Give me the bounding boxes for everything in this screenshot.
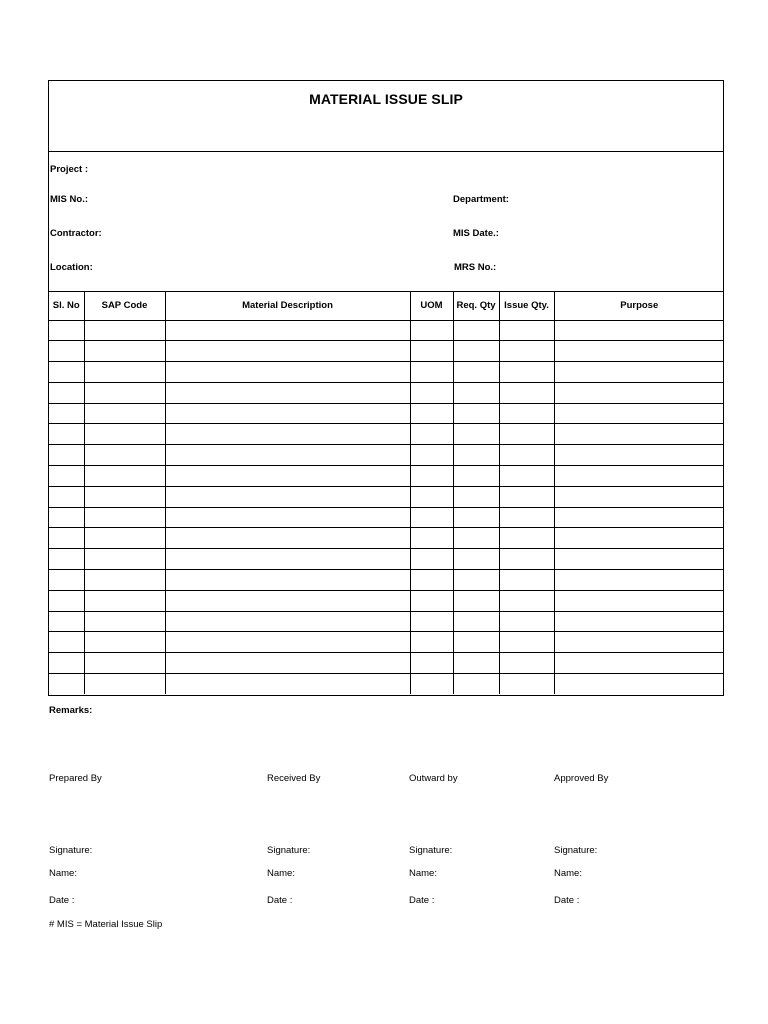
signature-field[interactable]: Signature: <box>49 845 93 856</box>
table-cell[interactable] <box>453 424 499 445</box>
table-cell[interactable] <box>84 674 165 695</box>
table-cell[interactable] <box>410 486 453 507</box>
table-cell[interactable] <box>165 507 410 528</box>
contractor-field[interactable]: Contractor: <box>50 228 102 239</box>
column-header: Material Description <box>165 292 410 320</box>
table-cell[interactable] <box>453 570 499 591</box>
table-cell[interactable] <box>165 653 410 674</box>
table-cell[interactable] <box>49 611 84 632</box>
table-cell[interactable] <box>499 674 554 695</box>
table-cell[interactable] <box>554 507 724 528</box>
date-field[interactable]: Date : <box>409 895 435 906</box>
table-cell[interactable] <box>499 570 554 591</box>
table-cell[interactable] <box>554 424 724 445</box>
table-cell[interactable] <box>49 528 84 549</box>
date-field[interactable]: Date : <box>554 895 580 906</box>
table-cell[interactable] <box>453 632 499 653</box>
table-cell[interactable] <box>453 320 499 341</box>
table-cell[interactable] <box>49 549 84 570</box>
table-cell[interactable] <box>554 466 724 487</box>
table-row <box>49 570 724 591</box>
table-cell[interactable] <box>453 674 499 695</box>
table-cell[interactable] <box>499 611 554 632</box>
table-row <box>49 320 724 341</box>
column-header: Purpose <box>554 292 724 320</box>
table-cell[interactable] <box>49 507 84 528</box>
table-row <box>49 424 724 445</box>
mrs-no-field[interactable]: MRS No.: <box>454 262 497 273</box>
outward-by-label: Outward by <box>409 773 458 784</box>
table-row <box>49 590 724 611</box>
table-cell[interactable] <box>165 424 410 445</box>
signature-field[interactable]: Signature: <box>409 845 453 856</box>
header-fields <box>49 152 723 292</box>
table-cell[interactable] <box>554 382 724 403</box>
table-cell[interactable] <box>410 674 453 695</box>
table-row <box>49 341 724 362</box>
table-cell[interactable] <box>410 632 453 653</box>
table-cell[interactable] <box>453 507 499 528</box>
table-cell[interactable] <box>410 341 453 362</box>
table-cell[interactable] <box>554 674 724 695</box>
table-cell[interactable] <box>84 403 165 424</box>
table-cell[interactable] <box>554 486 724 507</box>
received-by-label: Received By <box>267 773 321 784</box>
table-cell[interactable] <box>499 466 554 487</box>
table-cell[interactable] <box>453 528 499 549</box>
table-cell[interactable] <box>410 611 453 632</box>
table-cell[interactable] <box>84 549 165 570</box>
table-cell[interactable] <box>410 570 453 591</box>
table-row <box>49 382 724 403</box>
prepared-by-label: Prepared By <box>49 773 102 784</box>
table-cell[interactable] <box>499 341 554 362</box>
table-row <box>49 403 724 424</box>
table-row <box>49 507 724 528</box>
table-header-row <box>49 292 724 320</box>
table-cell[interactable] <box>410 549 453 570</box>
name-field[interactable]: Name: <box>267 868 295 879</box>
name-field[interactable]: Name: <box>409 868 437 879</box>
remarks-label: Remarks: <box>49 705 93 716</box>
table-cell[interactable] <box>410 445 453 466</box>
table-cell[interactable] <box>49 466 84 487</box>
table-cell[interactable] <box>410 382 453 403</box>
table-cell[interactable] <box>499 590 554 611</box>
table-cell[interactable] <box>554 445 724 466</box>
table-cell[interactable] <box>84 632 165 653</box>
table-cell[interactable] <box>49 424 84 445</box>
table-cell[interactable] <box>84 466 165 487</box>
table-cell[interactable] <box>165 528 410 549</box>
table-cell[interactable] <box>165 590 410 611</box>
table-row <box>49 445 724 466</box>
table-cell[interactable] <box>84 362 165 383</box>
table-cell[interactable] <box>499 528 554 549</box>
table-cell[interactable] <box>453 382 499 403</box>
table-cell[interactable] <box>165 632 410 653</box>
table-cell[interactable] <box>554 341 724 362</box>
table-cell[interactable] <box>410 320 453 341</box>
location-field[interactable]: Location: <box>50 262 93 273</box>
table-cell[interactable] <box>165 403 410 424</box>
name-field[interactable]: Name: <box>554 868 582 879</box>
table-cell[interactable] <box>84 653 165 674</box>
table-cell[interactable] <box>499 445 554 466</box>
table-cell[interactable] <box>410 403 453 424</box>
table-cell[interactable] <box>499 486 554 507</box>
table-cell[interactable] <box>453 653 499 674</box>
signature-field[interactable]: Signature: <box>267 845 311 856</box>
table-cell[interactable] <box>49 382 84 403</box>
table-cell[interactable] <box>165 320 410 341</box>
table-cell[interactable] <box>410 424 453 445</box>
table-cell[interactable] <box>554 320 724 341</box>
table-row <box>49 362 724 383</box>
table-cell[interactable] <box>49 632 84 653</box>
table-cell[interactable] <box>49 486 84 507</box>
table-cell[interactable] <box>554 590 724 611</box>
table-cell[interactable] <box>554 362 724 383</box>
table-cell[interactable] <box>499 653 554 674</box>
table-cell[interactable] <box>84 570 165 591</box>
table-cell[interactable] <box>554 611 724 632</box>
table-cell[interactable] <box>554 403 724 424</box>
table-cell[interactable] <box>499 549 554 570</box>
table-cell[interactable] <box>410 466 453 487</box>
table-cell[interactable] <box>453 341 499 362</box>
table-cell[interactable] <box>410 653 453 674</box>
table-cell[interactable] <box>554 653 724 674</box>
name-field[interactable]: Name: <box>49 868 77 879</box>
table-cell[interactable] <box>453 549 499 570</box>
table-cell[interactable] <box>49 320 84 341</box>
table-cell[interactable] <box>499 403 554 424</box>
table-cell[interactable] <box>84 528 165 549</box>
table-row <box>49 486 724 507</box>
table-cell[interactable] <box>165 611 410 632</box>
form-title: MATERIAL ISSUE SLIP <box>309 91 463 107</box>
table-cell[interactable] <box>410 590 453 611</box>
table-cell[interactable] <box>84 486 165 507</box>
table-row <box>49 674 724 695</box>
table-cell[interactable] <box>499 320 554 341</box>
table-cell[interactable] <box>49 590 84 611</box>
table-cell[interactable] <box>499 507 554 528</box>
project-field[interactable]: Project : <box>50 164 89 175</box>
table-cell[interactable] <box>84 590 165 611</box>
date-field[interactable]: Date : <box>267 895 293 906</box>
table-cell[interactable] <box>165 382 410 403</box>
table-cell[interactable] <box>84 341 165 362</box>
table-cell[interactable] <box>84 507 165 528</box>
table-row <box>49 611 724 632</box>
table-cell[interactable] <box>554 549 724 570</box>
mis-no-field[interactable]: MIS No.: <box>50 194 88 205</box>
table-row <box>49 549 724 570</box>
table-cell[interactable] <box>84 445 165 466</box>
table-cell[interactable] <box>165 674 410 695</box>
table-cell[interactable] <box>165 549 410 570</box>
table-cell[interactable] <box>453 362 499 383</box>
table-cell[interactable] <box>84 382 165 403</box>
table-cell[interactable] <box>453 403 499 424</box>
column-header: Sl. No <box>49 292 84 320</box>
table-cell[interactable] <box>499 632 554 653</box>
table-cell[interactable] <box>49 653 84 674</box>
approved-by-label: Approved By <box>554 773 609 784</box>
table-row <box>49 632 724 653</box>
column-header: Req. Qty <box>453 292 499 320</box>
table-cell[interactable] <box>49 445 84 466</box>
footnote: # MIS = Material Issue Slip <box>49 919 163 930</box>
table-cell[interactable] <box>554 528 724 549</box>
table-row <box>49 528 724 549</box>
table-cell[interactable] <box>499 424 554 445</box>
date-field[interactable]: Date : <box>49 895 75 906</box>
table-cell[interactable] <box>84 611 165 632</box>
signature-field[interactable]: Signature: <box>554 845 598 856</box>
table-cell[interactable] <box>410 528 453 549</box>
table-cell[interactable] <box>165 445 410 466</box>
table-cell[interactable] <box>165 466 410 487</box>
table-cell[interactable] <box>453 590 499 611</box>
table-cell[interactable] <box>453 611 499 632</box>
column-header: UOM <box>410 292 453 320</box>
table-cell[interactable] <box>554 570 724 591</box>
table-cell[interactable] <box>410 362 453 383</box>
materials-table <box>49 292 724 694</box>
table-cell[interactable] <box>165 486 410 507</box>
table-cell[interactable] <box>49 341 84 362</box>
table-row <box>49 466 724 487</box>
table-cell[interactable] <box>410 507 453 528</box>
table-cell[interactable] <box>84 424 165 445</box>
column-header: SAP Code <box>84 292 165 320</box>
table-cell[interactable] <box>49 674 84 695</box>
mis-date-field[interactable]: MIS Date.: <box>453 228 499 239</box>
column-header: Issue Qty. <box>499 292 554 320</box>
table-cell[interactable] <box>49 570 84 591</box>
table-cell[interactable] <box>453 466 499 487</box>
table-cell[interactable] <box>49 403 84 424</box>
table-cell[interactable] <box>49 362 84 383</box>
table-cell[interactable] <box>453 445 499 466</box>
table-cell[interactable] <box>165 362 410 383</box>
material-issue-slip-form <box>48 80 724 696</box>
table-cell[interactable] <box>499 362 554 383</box>
table-cell[interactable] <box>453 486 499 507</box>
department-field[interactable]: Department: <box>453 194 509 205</box>
table-cell[interactable] <box>165 341 410 362</box>
table-cell[interactable] <box>165 570 410 591</box>
title-block <box>49 81 723 152</box>
table-row <box>49 653 724 674</box>
table-cell[interactable] <box>554 632 724 653</box>
table-cell[interactable] <box>84 320 165 341</box>
table-cell[interactable] <box>499 382 554 403</box>
